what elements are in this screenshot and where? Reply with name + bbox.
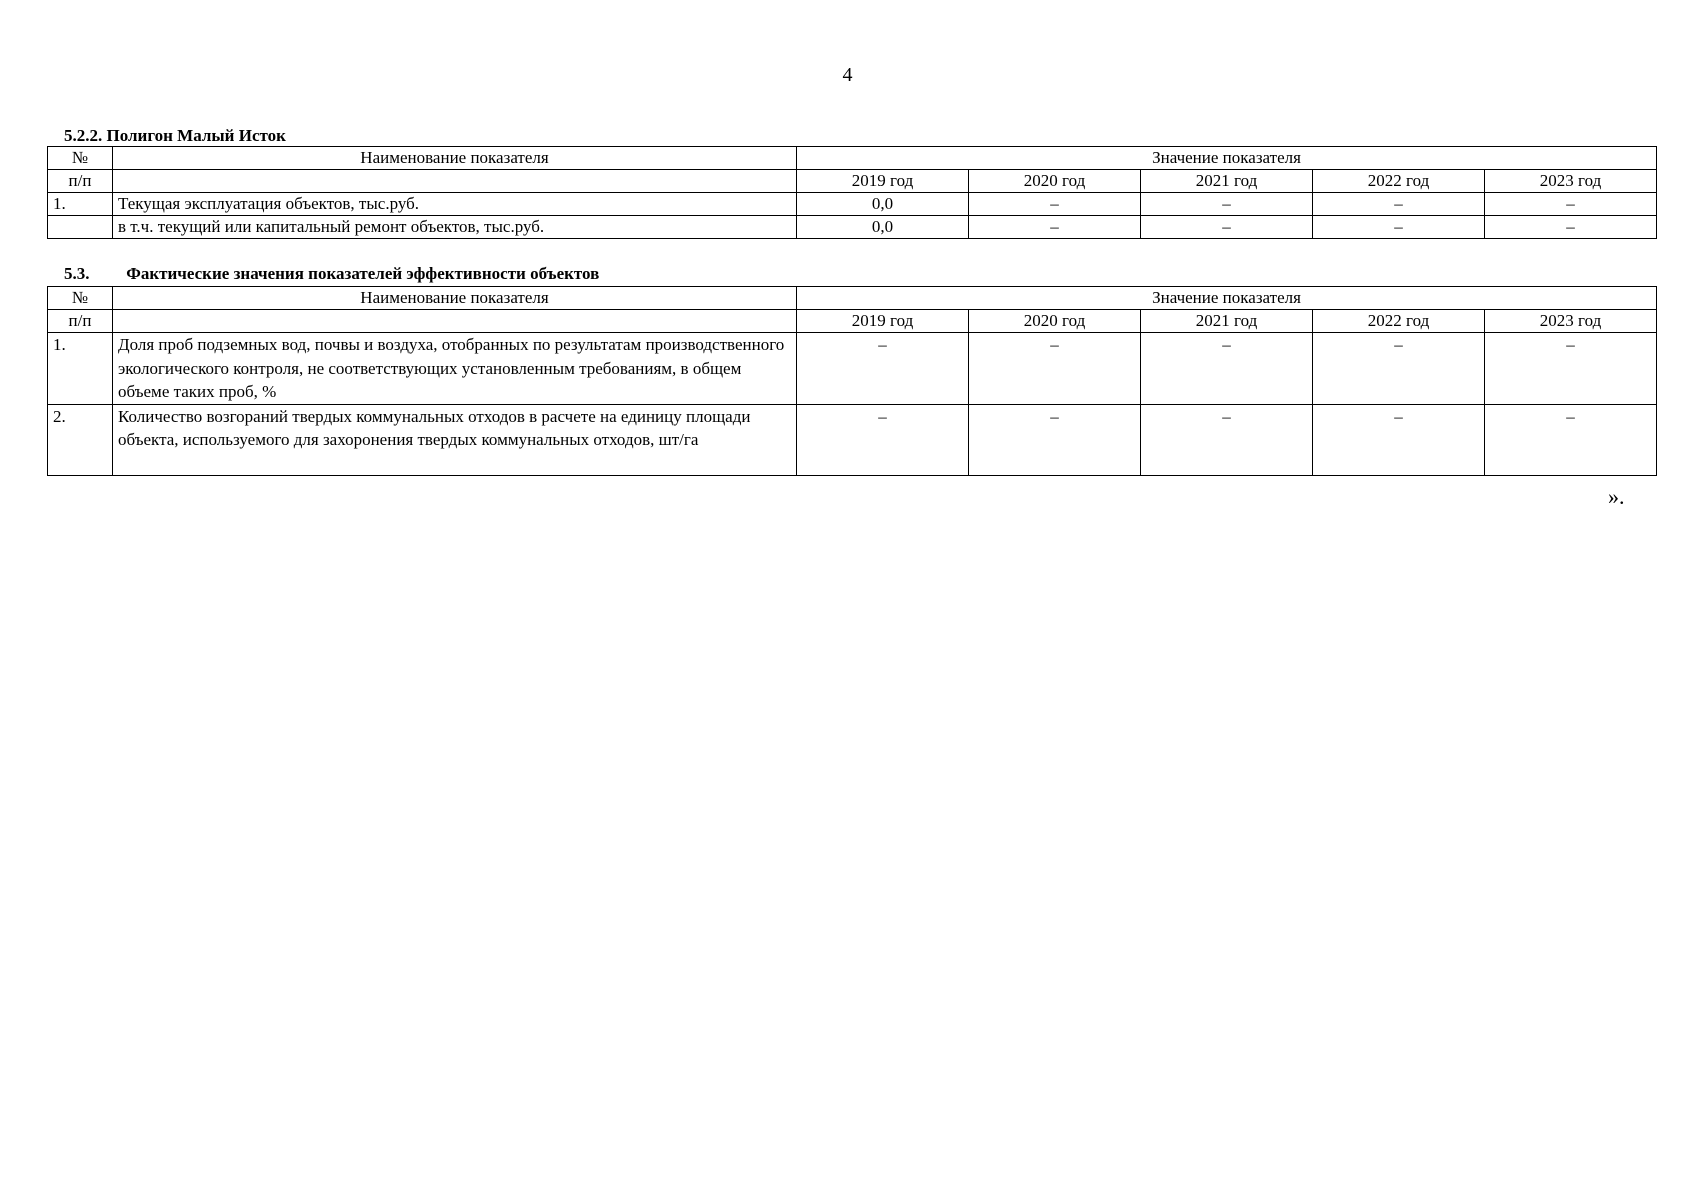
indicator-name: в т.ч. текущий или капитальный ремонт объектов, тыс.руб.: [113, 216, 797, 239]
value-cell: –: [797, 404, 969, 475]
value-header: Значение показателя: [797, 287, 1657, 310]
value-cell: –: [1313, 193, 1485, 216]
value-cell: –: [1141, 216, 1313, 239]
row-number: 2.: [48, 404, 113, 475]
value-cell: –: [969, 333, 1141, 405]
name-header-empty: [113, 170, 797, 193]
table-row: [48, 404, 1657, 475]
indicator-table-5-2-2: [47, 146, 1657, 239]
name-header-empty: [113, 310, 797, 333]
value-cell: –: [969, 216, 1141, 239]
section-title-5-3: [64, 264, 599, 284]
value-cell: –: [1485, 193, 1657, 216]
table-row: [48, 193, 1657, 216]
value-cell: –: [1313, 216, 1485, 239]
num-header: №: [48, 287, 113, 310]
table-header-row: [48, 310, 1657, 333]
year-header: 2023 год: [1485, 310, 1657, 333]
year-header: 2021 год: [1141, 310, 1313, 333]
num-header-sub: п/п: [48, 310, 113, 333]
row-number: [48, 216, 113, 239]
table-header-row: [48, 170, 1657, 193]
name-header: Наименование показателя: [113, 287, 797, 310]
value-cell: 0,0: [797, 216, 969, 239]
value-cell: 0,0: [797, 193, 969, 216]
year-header: 2020 год: [969, 310, 1141, 333]
year-header: 2019 год: [797, 170, 969, 193]
section-number: 5.3.: [64, 264, 90, 283]
section-title-5-2-2: [64, 126, 286, 146]
value-cell: –: [1485, 216, 1657, 239]
value-cell: –: [1141, 404, 1313, 475]
year-header: 2021 год: [1141, 170, 1313, 193]
row-number: 1.: [48, 333, 113, 405]
value-cell: –: [1485, 404, 1657, 475]
value-cell: –: [1141, 193, 1313, 216]
year-header: 2022 год: [1313, 310, 1485, 333]
value-cell: –: [969, 404, 1141, 475]
value-cell: –: [797, 333, 969, 405]
section-heading: Полигон Малый Исток: [106, 126, 286, 145]
indicator-name: Количество возгораний твердых коммунальных отходов в расчете на единицу площади объекта, используемого для захоронения твердых коммунальных отходов, шт/га: [113, 404, 797, 475]
table-row: [48, 216, 1657, 239]
value-cell: –: [1141, 333, 1313, 405]
year-header: 2019 год: [797, 310, 969, 333]
name-header: Наименование показателя: [113, 147, 797, 170]
indicator-table-5-3: [47, 286, 1657, 476]
section-number: 5.2.2.: [64, 126, 103, 145]
num-header-sub: п/п: [48, 170, 113, 193]
page-number: 4: [842, 64, 853, 86]
section-heading: Фактические значения показателей эффективности объектов: [126, 264, 600, 283]
table-header-row: [48, 147, 1657, 170]
value-cell: –: [1313, 333, 1485, 405]
value-cell: –: [1485, 333, 1657, 405]
indicator-name: Доля проб подземных вод, почвы и воздуха, отобранных по результатам производственного экологического контроля, не соответствующих установленным требованиям, в общем объеме таких проб, %: [113, 333, 797, 405]
value-header: Значение показателя: [797, 147, 1657, 170]
table-header-row: [48, 287, 1657, 310]
value-cell: –: [1313, 404, 1485, 475]
row-number: 1.: [48, 193, 113, 216]
table-row: [48, 333, 1657, 405]
year-header: 2022 год: [1313, 170, 1485, 193]
value-cell: –: [969, 193, 1141, 216]
indicator-name: Текущая эксплуатация объектов, тыс.руб.: [113, 193, 797, 216]
year-header: 2023 год: [1485, 170, 1657, 193]
closing-quote-mark: ».: [1608, 484, 1625, 509]
num-header: №: [48, 147, 113, 170]
year-header: 2020 год: [969, 170, 1141, 193]
